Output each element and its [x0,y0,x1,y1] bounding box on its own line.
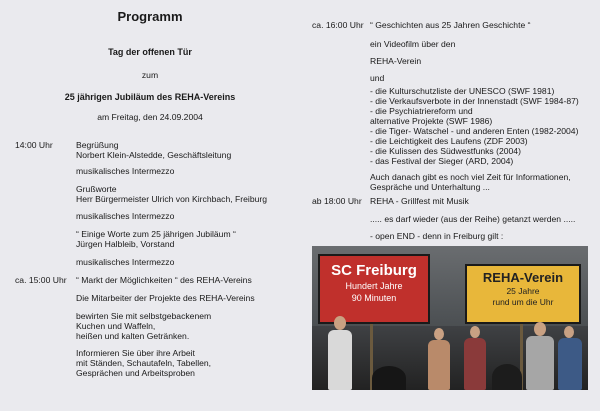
schedule-line: musikalisches Intermezzo [76,257,175,267]
time-1500: ca. 15:00 Uhr [15,275,67,285]
schedule-line: bewirten Sie mit selbstgebackenem [76,311,212,321]
film-desc: ein Videofilm über den [370,39,456,49]
person [526,336,554,390]
person-head [564,326,574,338]
sign-yellow-line: 25 Jahre [506,286,540,296]
page-title: Programm [117,9,183,24]
openend-text: - open END - denn in Freiburg gilt : [370,231,504,241]
event-date: am Freitag, den 24.09.2004 [97,112,203,122]
event-subtitle: Tag der offenen Tür [108,47,192,57]
und-text: und [370,73,385,83]
grill-text: REHA - Grillfest mit Musik [370,196,469,206]
schedule-line: mit Ständen, Schautafeln, Tabellen, [76,358,212,368]
person [464,338,486,390]
person [558,338,582,390]
sign-red-line: 90 Minuten [351,293,397,303]
reha-verein-sign [465,264,581,324]
schedule-line: Die Mitarbeiter der Projekte des REHA-Vereins [76,293,255,303]
film-list-item: - die Tiger- Watschel - und anderen Enten (1982-2004) [370,126,579,136]
film-list-item: - die Leichtigkeit des Laufens (ZDF 2003) [370,136,528,146]
schedule-line: musikalisches Intermezzo [76,166,175,176]
sign-yellow-line: rund um die Uhr [492,297,554,307]
film-list-item: alternative Projekte (SWF 1986) [370,116,493,126]
schedule-line: “ Markt der Möglichkeiten “ des REHA-Vereins [76,275,252,285]
film-list-item: - die Psychiatriereform und [370,106,473,116]
schedule-line: Kuchen und Waffeln, [76,321,156,331]
film-list-item: - die Kulturschutzliste der UNESCO (SWF 1981) [370,86,555,96]
person-head [534,322,546,336]
film-list-item: - die Kulissen des Südwestfunks (2004) [370,146,521,156]
film-list-item: - das Festival der Sieger (ARD, 2004) [370,156,514,166]
sc-freiburg-sign [318,254,430,324]
person [492,364,522,390]
schedule-line: Begrüßung [76,140,119,150]
time-1400: 14:00 Uhr [15,140,53,150]
film-list-item: - die Verkaufsverbote in der Innenstadt (SWF 1984-87) [370,96,579,106]
dance-text: ..... es darf wieder (aus der Reihe) getanzt werden ..... [370,214,576,224]
person-head [434,328,444,340]
schedule-line: Jürgen Halbleib, Vorstand [76,239,175,249]
person [428,340,450,390]
sign-yellow-line: REHA-Verein [482,270,564,285]
person [328,330,352,390]
schedule-line: Informieren Sie über ihre Arbeit [76,348,195,358]
person [372,366,406,390]
time-1600: ca. 16:00 Uhr [312,20,364,30]
after-text: Auch danach gibt es noch viel Zeit für Informationen, [370,172,571,182]
sign-red-line: SC Freiburg [331,262,417,279]
time-1800: ab 18:00 Uhr [312,196,362,206]
zum-text: zum [141,70,159,80]
schedule-line: “ Einige Worte zum 25 jährigen Jubiläum “ [76,229,236,239]
jubilaeum-heading: 25 jährigen Jubiläum des REHA-Vereins [64,92,236,102]
after-text: Gespräche und Unterhaltung ... [370,182,490,192]
event-photo [312,246,588,390]
schedule-line: Norbert Klein-Alstedde, Geschäftsleitung [76,150,232,160]
schedule-line: musikalisches Intermezzo [76,211,175,221]
person-head [334,316,346,330]
film-title: “ Geschichten aus 25 Jahren Geschichte “ [370,20,531,30]
schedule-line: Gesprächen und Arbeitsproben [76,368,195,378]
film-org: REHA-Verein [370,56,422,66]
schedule-line: heißen und kalten Getränken. [76,331,190,341]
schedule-line: Herr Bürgermeister Ulrich von Kirchbach, Freiburg [76,194,268,204]
schedule-line: Grußworte [76,184,117,194]
sign-red-line: Hundert Jahre [345,281,403,291]
person-head [470,326,480,338]
